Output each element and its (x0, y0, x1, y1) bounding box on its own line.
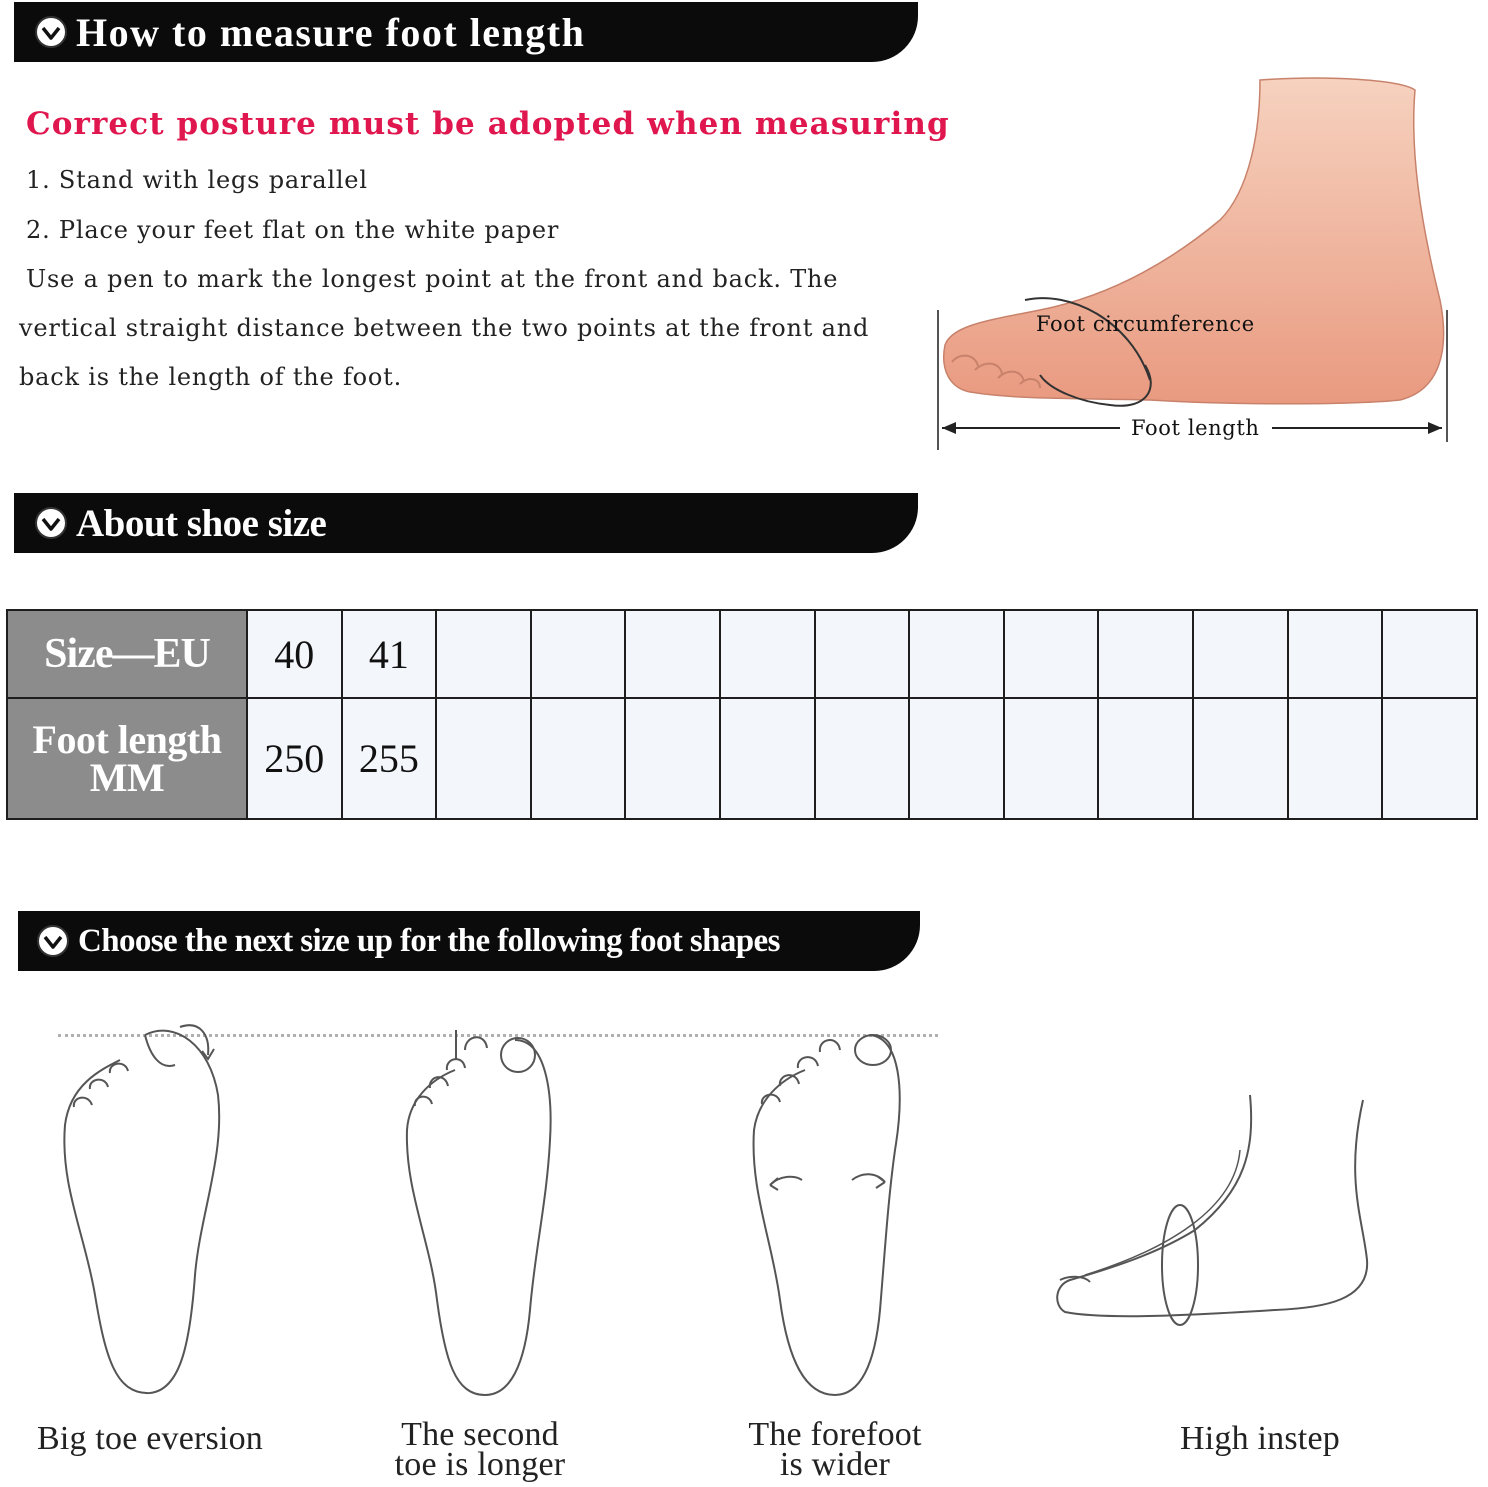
instruction-line-2: vertical straight distance between the two points at the front and (19, 314, 870, 342)
size-cell (720, 610, 815, 698)
foot-shape-label-line2: is wider (779, 1446, 891, 1483)
posture-subtitle: Correct posture must be adopted when measuring (26, 106, 950, 142)
size-cell: 40 (247, 610, 342, 698)
size-cell (625, 610, 720, 698)
foot-measure-illustration (930, 70, 1460, 470)
length-cell (1004, 698, 1099, 819)
foot-shape-high-instep (1045, 1090, 1385, 1340)
foot-shape-label (10, 1420, 290, 1457)
foot-outline-drawing (395, 1020, 565, 1400)
section-title: How to measure foot length (76, 9, 586, 55)
foot-outline-drawing (50, 1015, 240, 1400)
section-title: Choose the next size up for the following foot shapes (78, 922, 780, 959)
step-2: 2. Place your feet flat on the white paper (26, 216, 560, 244)
section-title: About shoe size (76, 501, 327, 545)
foot-side-drawing (930, 70, 1460, 470)
foot-shape-label-line1: Big toe eversion (36, 1420, 264, 1457)
length-cell (720, 698, 815, 819)
foot-circumference-label: Foot circumference (1036, 312, 1255, 336)
foot-shape-label (1130, 1420, 1390, 1457)
length-cell (1382, 698, 1477, 819)
section-header-size (14, 493, 918, 553)
size-cell (909, 610, 1004, 698)
foot-shape-label (705, 1416, 965, 1483)
instruction-line-3: back is the length of the foot. (19, 363, 403, 391)
size-cell (1193, 610, 1288, 698)
size-cell (436, 610, 531, 698)
foot-length-label: Foot length (1131, 416, 1260, 440)
length-cell (625, 698, 720, 819)
size-cell (1098, 610, 1193, 698)
chevron-down-circle-icon (36, 924, 70, 958)
length-cell (909, 698, 1004, 819)
length-cell (1288, 698, 1383, 819)
foot-shape-second-toe-longer (395, 1020, 565, 1400)
size-cell: 41 (342, 610, 437, 698)
length-cell (1098, 698, 1193, 819)
size-cell (815, 610, 910, 698)
length-cell: 250 (247, 698, 342, 819)
chevron-down-circle-icon (34, 506, 68, 540)
foot-outline-drawing (740, 1020, 920, 1400)
size-chart-table (6, 609, 1478, 820)
length-cell (436, 698, 531, 819)
foot-shape-label-line2: toe is longer (394, 1446, 566, 1483)
length-cell (815, 698, 910, 819)
foot-length-header-line2: MM (89, 754, 165, 800)
foot-shape-label-line1: High instep (1180, 1420, 1340, 1457)
size-cell (1004, 610, 1099, 698)
instruction-line-1: Use a pen to mark the longest point at the front and back. The (26, 265, 839, 293)
foot-side-outline-drawing (1045, 1090, 1385, 1340)
foot-shape-label-line1: The forefoot (748, 1416, 922, 1453)
length-cell: 255 (342, 698, 437, 819)
foot-length-header (7, 698, 247, 819)
foot-shape-forefoot-wider (740, 1020, 920, 1400)
chevron-down-circle-icon (34, 15, 68, 49)
foot-shape-label-line1: The second (401, 1416, 559, 1453)
section-header-measure (14, 2, 918, 62)
size-cell (1382, 610, 1477, 698)
section-header-foot-shapes (18, 911, 920, 971)
size-cell (531, 610, 626, 698)
step-1: 1. Stand with legs parallel (26, 166, 368, 194)
foot-length-row (7, 698, 1477, 819)
length-cell (531, 698, 626, 819)
length-cell (1193, 698, 1288, 819)
foot-shape-big-toe-eversion (50, 1015, 240, 1400)
foot-shape-label (350, 1416, 610, 1483)
size-eu-row (7, 610, 1477, 698)
size-eu-header: Size—EU (7, 610, 247, 698)
foot-length-header-line1: Foot length (32, 716, 222, 762)
size-cell (1288, 610, 1383, 698)
